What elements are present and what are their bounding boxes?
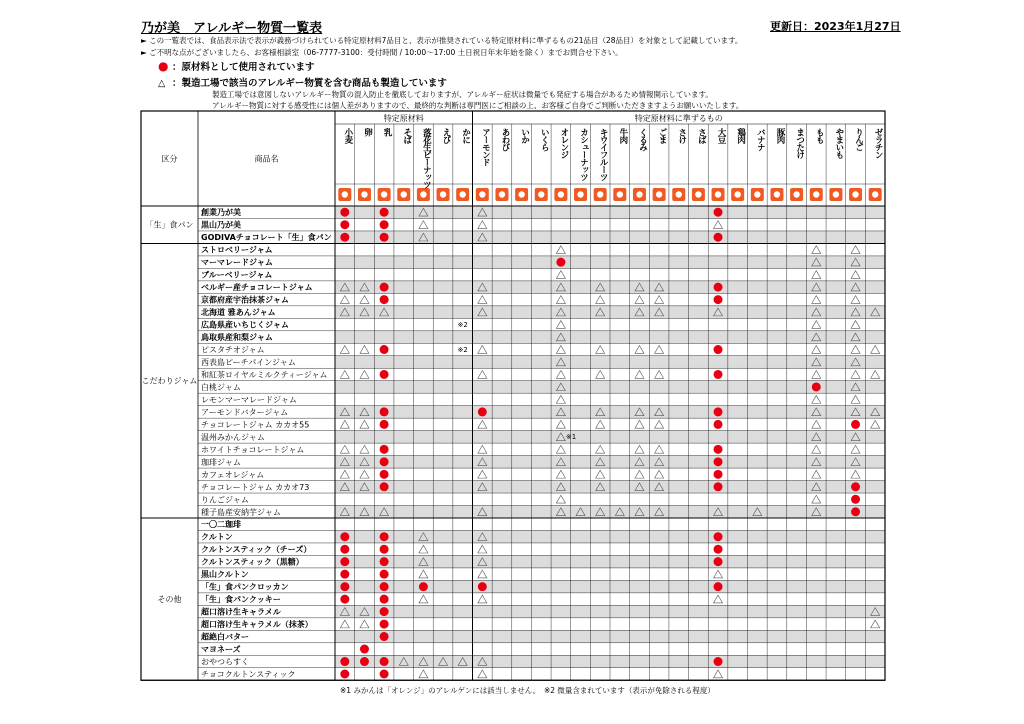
legend-triangle-symbol: △ bbox=[158, 78, 166, 89]
allergen-dot bbox=[714, 445, 723, 454]
allergen-triangle bbox=[478, 545, 487, 553]
allergen-triangle bbox=[635, 445, 644, 453]
allergen-triangle bbox=[812, 370, 821, 378]
product-name: レモンマーマレードジャム bbox=[201, 395, 297, 405]
allergen-triangle bbox=[851, 346, 860, 354]
allergen-triangle bbox=[812, 470, 821, 478]
allergen-icon-glyph bbox=[656, 191, 662, 197]
allergen-name: キウイフルーツ bbox=[598, 128, 609, 181]
note-line-2: ► ご不明な点がございましたら、お客様相談室（06-7777-3100：受付時間 / 10:00～17:00 土日祝日年末年始を除く）までお問合せ下さい。 bbox=[141, 48, 623, 57]
allergen-dot bbox=[714, 532, 723, 541]
allergen-name: ごま bbox=[657, 128, 668, 143]
allergen-icon-glyph bbox=[381, 191, 387, 197]
allergen-dot bbox=[380, 420, 389, 429]
page-title: 乃が美 アレルギー物質一覧表 bbox=[141, 21, 323, 36]
allergen-dot bbox=[812, 382, 821, 391]
note-mark: ※1 bbox=[565, 432, 577, 441]
allergen-triangle bbox=[596, 445, 605, 453]
allergen-dot bbox=[714, 657, 723, 666]
allergen-name: 卵 bbox=[362, 128, 373, 136]
allergen-icon-glyph bbox=[420, 191, 426, 197]
allergen-dot bbox=[380, 670, 389, 679]
product-name: クルトン bbox=[201, 532, 233, 542]
allergen-name: 小麦 bbox=[342, 128, 353, 143]
allergen-dot bbox=[340, 657, 349, 666]
allergen-icon-glyph bbox=[558, 191, 564, 197]
allergen-triangle bbox=[556, 296, 565, 304]
allergen-dot bbox=[380, 632, 389, 641]
product-name: 「生」食パンクロッカン bbox=[201, 582, 289, 592]
allergen-triangle bbox=[812, 420, 821, 428]
allergen-triangle bbox=[419, 545, 428, 553]
allergen-icon-glyph bbox=[440, 191, 446, 197]
allergen-name: えび bbox=[441, 128, 452, 143]
allergen-dot bbox=[360, 645, 369, 654]
allergen-dot bbox=[851, 482, 860, 491]
allergen-dot bbox=[714, 295, 723, 304]
allergen-dot bbox=[380, 620, 389, 629]
allergen-dot bbox=[340, 233, 349, 242]
allergen-name: りんご bbox=[853, 128, 864, 151]
allergen-dot bbox=[478, 407, 487, 416]
product-name: GODIVAチョコレート「生」食パン bbox=[201, 233, 332, 243]
allergen-triangle bbox=[340, 620, 349, 628]
header-group-equivalent: 特定原材料に準ずるもの bbox=[634, 114, 723, 123]
product-name: 広島県産いちじくジャム bbox=[201, 320, 289, 330]
product-name: 北海道 雅あんジャム bbox=[201, 308, 276, 318]
allergen-triangle bbox=[851, 445, 860, 453]
product-name: ブルーベリージャム bbox=[201, 270, 273, 280]
allergen-icon-glyph bbox=[538, 191, 544, 197]
legend-sub-1: 製造工場では意図しないアレルギー物質の混入防止を徹底しておりますが、アレルギー症状は微量でも発症する場合があるため情報開示しています。 bbox=[212, 90, 713, 99]
allergen-triangle bbox=[340, 296, 349, 304]
allergen-dot bbox=[851, 495, 860, 504]
allergen-triangle bbox=[851, 370, 860, 378]
product-name: 種子島産安納芋ジャム bbox=[201, 507, 281, 517]
allergen-triangle bbox=[556, 495, 565, 503]
allergen-icon-glyph bbox=[479, 191, 485, 197]
product-name: ホワイトチョコレートジャム bbox=[201, 445, 305, 455]
updated-date: 更新日：2023年1月27日 bbox=[770, 20, 901, 33]
allergen-triangle bbox=[596, 346, 605, 354]
allergen-triangle bbox=[340, 370, 349, 378]
product-name: りんごジャム bbox=[201, 495, 249, 505]
allergen-name: 乳 bbox=[382, 128, 393, 136]
allergen-dot bbox=[380, 470, 389, 479]
allergen-dot bbox=[714, 457, 723, 466]
allergen-triangle bbox=[655, 445, 664, 453]
allergen-triangle bbox=[635, 346, 644, 354]
allergen-triangle bbox=[596, 420, 605, 428]
allergen-icon-glyph bbox=[813, 191, 819, 197]
product-name: チョコクルトンスティック bbox=[201, 670, 296, 679]
allergen-icon-glyph bbox=[774, 191, 780, 197]
category-label: その他 bbox=[157, 595, 182, 605]
allergen-triangle bbox=[340, 470, 349, 478]
allergen-triangle bbox=[596, 296, 605, 304]
allergen-icon-glyph bbox=[617, 191, 623, 197]
allergen-triangle bbox=[655, 296, 664, 304]
allergen-triangle bbox=[556, 420, 565, 428]
allergen-triangle bbox=[360, 445, 369, 453]
product-name: マヨネーズ bbox=[201, 645, 241, 655]
allergen-triangle bbox=[340, 445, 349, 453]
product-name: 温州みかんジャム bbox=[201, 432, 265, 442]
allergen-dot bbox=[714, 283, 723, 292]
allergen-icon-glyph bbox=[597, 191, 603, 197]
product-name: 超口溶け生キャラメル bbox=[201, 607, 281, 617]
allergen-dot bbox=[340, 670, 349, 679]
allergen-triangle bbox=[812, 346, 821, 354]
allergen-triangle bbox=[360, 470, 369, 478]
allergen-dot bbox=[380, 233, 389, 242]
allergen-dot bbox=[360, 657, 369, 666]
allergen-name: いくら bbox=[539, 128, 550, 151]
allergen-icon-glyph bbox=[852, 191, 858, 197]
allergen-triangle bbox=[478, 570, 487, 578]
allergen-triangle bbox=[478, 346, 487, 354]
allergen-name: カシューナッツ bbox=[578, 128, 589, 181]
allergen-dot bbox=[556, 258, 565, 267]
allergen-name: かに bbox=[460, 128, 471, 143]
product-name: チョコレートジャム カカオ73 bbox=[201, 482, 310, 492]
allergen-triangle bbox=[360, 420, 369, 428]
allergen-name: オレンジ bbox=[558, 128, 569, 158]
allergen-name: 鶏肉 bbox=[735, 128, 746, 143]
allergen-icon-glyph bbox=[577, 191, 583, 197]
allergen-dot bbox=[380, 482, 389, 491]
allergen-dot bbox=[380, 345, 389, 354]
product-name: 「生」食パンクッキー bbox=[201, 595, 281, 605]
allergen-dot bbox=[380, 220, 389, 229]
allergen-triangle bbox=[635, 370, 644, 378]
allergen-dot bbox=[380, 457, 389, 466]
product-name: クルトンスティック（チーズ） bbox=[201, 545, 312, 555]
allergen-triangle bbox=[851, 395, 860, 403]
product-name: 鳥取県産和梨ジャム bbox=[201, 333, 273, 343]
product-name: 超口溶け生キャラメル（抹茶） bbox=[201, 620, 313, 630]
allergen-name: 豚肉 bbox=[774, 128, 785, 143]
product-name: 一〇二珈琲 bbox=[201, 520, 241, 530]
allergen-dot bbox=[714, 233, 723, 242]
note-mark: ※2 bbox=[457, 321, 468, 330]
allergen-name: アーモンド bbox=[480, 128, 491, 166]
allergen-dot bbox=[380, 570, 389, 579]
allergen-dot bbox=[340, 532, 349, 541]
allergen-icon-glyph bbox=[499, 191, 505, 197]
allergen-triangle bbox=[812, 445, 821, 453]
allergen-triangle bbox=[478, 470, 487, 478]
allergen-triangle bbox=[478, 595, 487, 603]
allergen-icon-glyph bbox=[754, 191, 760, 197]
allergen-icon-glyph bbox=[695, 191, 701, 197]
allergen-triangle bbox=[360, 346, 369, 354]
allergen-dot bbox=[380, 557, 389, 566]
allergen-triangle bbox=[340, 420, 349, 428]
allergen-dot bbox=[340, 545, 349, 554]
allergen-triangle bbox=[812, 246, 821, 254]
allergen-name: さば bbox=[696, 128, 707, 143]
product-name: 白桃ジャム bbox=[201, 382, 241, 392]
allergen-name: そば bbox=[401, 128, 412, 143]
allergen-dot bbox=[714, 582, 723, 591]
allergen-dot bbox=[851, 507, 860, 516]
allergen-icon-glyph bbox=[361, 191, 367, 197]
product-name: 創業乃が美 bbox=[201, 208, 241, 218]
allergen-triangle bbox=[556, 445, 565, 453]
allergen-triangle bbox=[556, 395, 565, 403]
allergen-dot bbox=[380, 208, 389, 217]
allergen-triangle bbox=[714, 570, 723, 578]
allergen-triangle bbox=[635, 296, 644, 304]
allergen-triangle bbox=[812, 296, 821, 304]
allergen-dot bbox=[714, 370, 723, 379]
allergen-name: 大豆 bbox=[716, 128, 727, 143]
allergen-icon-glyph bbox=[518, 191, 524, 197]
allergen-name: ゼラチン bbox=[873, 128, 884, 158]
allergen-triangle bbox=[871, 620, 880, 628]
allergen-triangle bbox=[655, 346, 664, 354]
product-name: アーモンドバタージャム bbox=[201, 407, 289, 417]
allergen-triangle bbox=[360, 370, 369, 378]
allergen-triangle bbox=[714, 595, 723, 603]
allergen-triangle bbox=[556, 470, 565, 478]
allergen-triangle bbox=[812, 395, 821, 403]
allergen-triangle bbox=[419, 670, 428, 678]
allergen-triangle bbox=[655, 470, 664, 478]
allergen-triangle bbox=[419, 570, 428, 578]
allergen-dot bbox=[380, 283, 389, 292]
allergen-triangle bbox=[851, 271, 860, 279]
allergen-dot bbox=[380, 370, 389, 379]
allergen-name: さけ bbox=[676, 128, 687, 143]
allergen-dot bbox=[714, 407, 723, 416]
note-line-1: ► この一覧表では、食品表示法で表示が義務づけられている特定原材料7品目と、表示が推奨されている特定原材料に準ずるもの21品目（28品目）を対象として記載しています。 bbox=[141, 36, 743, 45]
allergen-triangle bbox=[851, 470, 860, 478]
allergen-dot bbox=[380, 595, 389, 604]
allergen-dot bbox=[714, 482, 723, 491]
header-group-specified: 特定原材料 bbox=[383, 114, 424, 123]
allergen-name: くるみ bbox=[637, 128, 648, 151]
allergen-dot bbox=[380, 407, 389, 416]
allergen-name: バナナ bbox=[755, 128, 766, 151]
allergen-triangle bbox=[556, 271, 565, 279]
allergen-dot bbox=[478, 582, 487, 591]
allergen-icon-glyph bbox=[459, 191, 465, 197]
allergen-triangle bbox=[812, 271, 821, 279]
product-name: 京都府産宇治抹茶ジャム bbox=[201, 295, 289, 305]
allergen-dot bbox=[340, 570, 349, 579]
allergen-name: やまいも bbox=[833, 128, 844, 158]
product-name: 黒山クルトン bbox=[201, 570, 249, 580]
note-mark: ※2 bbox=[457, 346, 468, 355]
product-name: ストロベリージャム bbox=[201, 245, 273, 255]
allergen-dot bbox=[714, 420, 723, 429]
allergen-dot bbox=[340, 582, 349, 591]
allergen-icon-glyph bbox=[676, 191, 682, 197]
allergen-dot bbox=[380, 532, 389, 541]
allergen-triangle bbox=[596, 370, 605, 378]
allergen-name: 落花生ピーナッツ bbox=[421, 128, 432, 188]
allergen-name: 牛肉 bbox=[617, 128, 628, 143]
allergen-dot bbox=[380, 657, 389, 666]
allergen-triangle bbox=[419, 221, 428, 229]
allergen-triangle bbox=[478, 420, 487, 428]
allergen-icon-glyph bbox=[401, 191, 407, 197]
allergen-triangle bbox=[655, 420, 664, 428]
allergen-dot bbox=[380, 295, 389, 304]
allergen-dot bbox=[714, 557, 723, 566]
product-name: 西表島ピーチパインジャム bbox=[201, 358, 296, 367]
legend-dot-text: ：原材料として使用されています bbox=[172, 62, 315, 73]
allergen-dot bbox=[419, 582, 428, 591]
allergen-triangle bbox=[556, 321, 565, 329]
product-name: ベルギー産チョコレートジャム bbox=[201, 283, 313, 293]
allergen-dot bbox=[714, 545, 723, 554]
allergen-triangle bbox=[596, 470, 605, 478]
allergen-dot bbox=[380, 545, 389, 554]
allergen-triangle bbox=[478, 296, 487, 304]
allergen-dot bbox=[714, 470, 723, 479]
allergen-dot bbox=[340, 595, 349, 604]
allergen-triangle bbox=[340, 346, 349, 354]
product-name: 珈琲ジャム bbox=[201, 457, 241, 467]
product-name: カフェオレジャム bbox=[201, 470, 265, 480]
allergen-triangle bbox=[635, 470, 644, 478]
product-name: マーマレードジャム bbox=[201, 258, 273, 268]
allergen-dot bbox=[340, 557, 349, 566]
allergen-triangle bbox=[714, 670, 723, 678]
allergen-dot bbox=[380, 607, 389, 616]
product-name: 和紅茶ロイヤルミルクティージャム bbox=[201, 370, 328, 380]
allergen-triangle bbox=[871, 346, 880, 354]
allergen-triangle bbox=[556, 346, 565, 354]
allergen-dot bbox=[380, 582, 389, 591]
allergen-triangle bbox=[478, 221, 487, 229]
allergen-triangle bbox=[360, 620, 369, 628]
category-label: こだわりジャム bbox=[141, 376, 198, 386]
allergen-icon-glyph bbox=[342, 191, 348, 197]
product-name: クルトンスティック（黒糖） bbox=[201, 557, 304, 567]
allergen-triangle bbox=[851, 321, 860, 329]
product-name: 黒山乃が美 bbox=[201, 220, 241, 230]
allergen-dot bbox=[714, 208, 723, 217]
allergen-triangle bbox=[478, 670, 487, 678]
allergen-dot bbox=[851, 420, 860, 429]
allergen-icon-glyph bbox=[636, 191, 642, 197]
legend-triangle-text: ：製造工場で該当のアレルギー物質を含む商品も製造しています bbox=[172, 78, 447, 89]
allergen-icon-glyph bbox=[734, 191, 740, 197]
allergen-triangle bbox=[478, 370, 487, 378]
allergen-triangle bbox=[851, 296, 860, 304]
allergen-triangle bbox=[478, 445, 487, 453]
product-name: チョコレートジャム カカオ55 bbox=[201, 420, 310, 430]
allergen-triangle bbox=[360, 296, 369, 304]
legend-sub-2: アレルギー物質に対する感受性には個人差がありますので、最終的な判断は専門医にご相談の上、お客様ご自身でご判断いただきますようお願いいたします。 bbox=[212, 101, 744, 110]
product-name: ピスタチオジャム bbox=[201, 345, 265, 355]
allergen-triangle bbox=[871, 420, 880, 428]
product-name: おやつらすく bbox=[201, 657, 249, 667]
allergen-triangle bbox=[655, 370, 664, 378]
allergen-dot bbox=[380, 445, 389, 454]
allergen-triangle bbox=[851, 246, 860, 254]
allergen-name: もも bbox=[814, 128, 825, 143]
allergen-triangle bbox=[871, 370, 880, 378]
allergen-triangle bbox=[714, 221, 723, 229]
allergen-triangle bbox=[812, 495, 821, 503]
allergen-dot bbox=[340, 220, 349, 229]
allergen-triangle bbox=[635, 420, 644, 428]
allergen-dot bbox=[714, 345, 723, 354]
product-name: 超絶白バター bbox=[201, 632, 249, 642]
allergen-triangle bbox=[556, 246, 565, 254]
footnote: ※1 みかんは「オレンジ」のアレルゲンには該当しません。 ※2 微量含まれています（表示が免除される程度） bbox=[340, 686, 715, 695]
allergen-triangle bbox=[556, 370, 565, 378]
allergen-icon-glyph bbox=[793, 191, 799, 197]
category-label: 「生」食パン bbox=[145, 220, 194, 230]
allergen-name: あわび bbox=[499, 128, 510, 151]
header-category: 区分 bbox=[161, 154, 178, 164]
header-product: 商品名 bbox=[254, 154, 279, 164]
legend-dot-symbol: ● bbox=[158, 59, 169, 73]
allergen-dot bbox=[340, 208, 349, 217]
allergen-triangle bbox=[812, 321, 821, 329]
allergen-icon-glyph bbox=[833, 191, 839, 197]
allergen-name: まつたけ bbox=[794, 128, 805, 158]
allergen-triangle bbox=[419, 595, 428, 603]
allergen-icon-glyph bbox=[715, 191, 721, 197]
allergen-name: いか bbox=[519, 128, 530, 143]
allergen-icon-glyph bbox=[872, 191, 878, 197]
